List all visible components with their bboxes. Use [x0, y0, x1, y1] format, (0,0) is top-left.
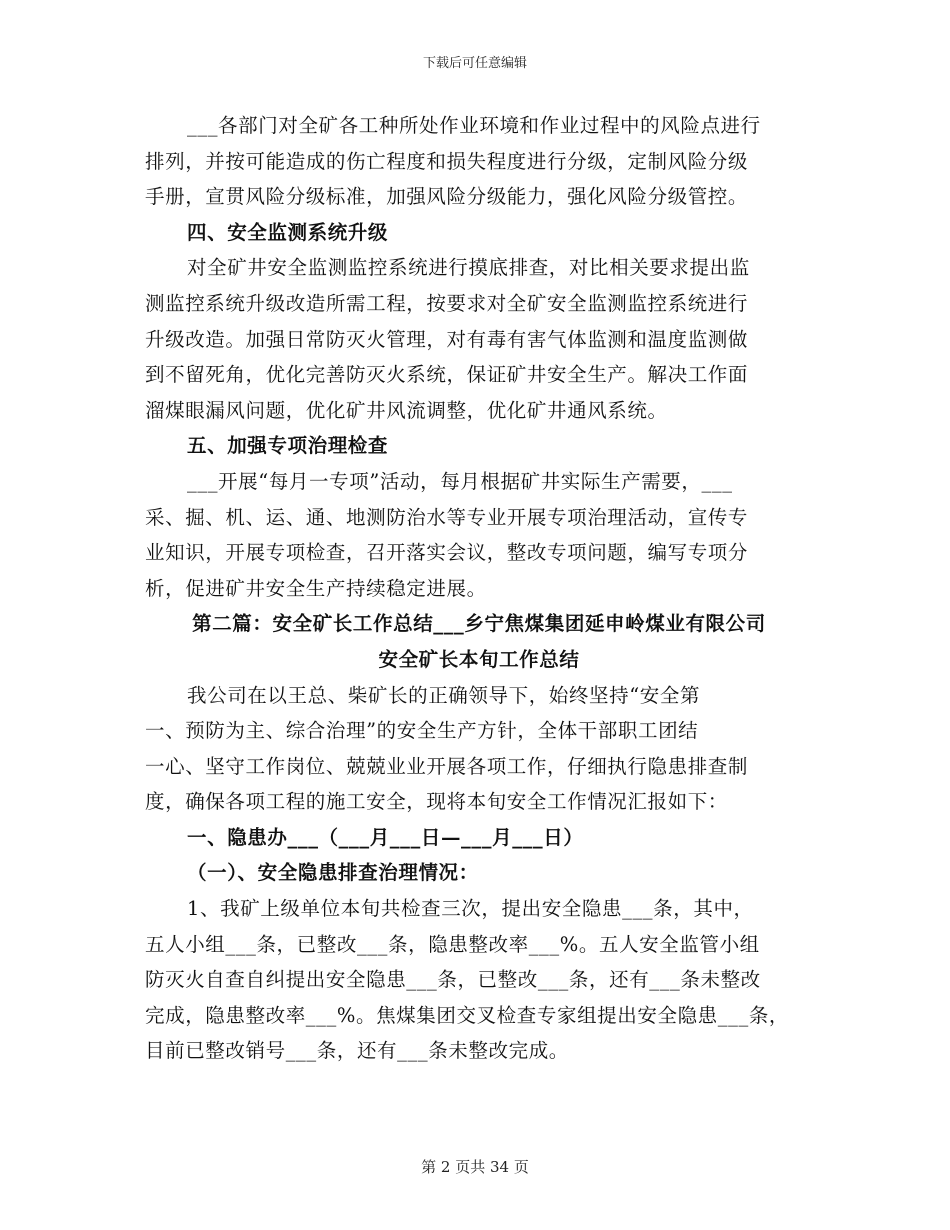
paragraph-line: 业知识，开展专项检查，召开落实会议，整改专项问题，编写专项分: [145, 541, 749, 565]
document-body: [145, 108, 813, 1069]
paragraph-line: 采、掘、机、运、通、地测防治水等专业开展专项治理活动，宣传专: [145, 505, 749, 529]
paragraph-line: 排列，并按可能造成的伤亡程度和损失程度进行分级，定制风险分级: [145, 149, 749, 173]
paragraph-line: 我公司在以王总、柴矿长的正确领导下，始终坚持“安全第: [187, 683, 701, 707]
paragraph-line: 防灭火自查自纠提出安全隐患___条，已整改___条，还有___条未整改: [145, 968, 761, 992]
paragraph-line: 对全矿井安全监测监控系统进行摸底排查，对比相关要求提出监: [187, 256, 750, 280]
paragraph-line: ___开展“每月一专项”活动，每月根据矿井实际生产需要，___: [187, 469, 733, 493]
section-heading: 一、隐患办___（___月___日—___月___日）: [187, 825, 584, 849]
paragraph-line: 溜煤眼漏风问题，优化矿井风流调整，优化矿井通风系统。: [145, 398, 668, 422]
paragraph-line: 手册，宣贯风险分级标准，加强风险分级能力，强化风险分级管控。: [145, 185, 749, 209]
paragraph-line: 析，促进矿井安全生产持续稳定进展。: [145, 576, 487, 600]
article-subtitle: 安全矿长本旬工作总结: [378, 647, 580, 671]
article-title: 第二篇：安全矿长工作总结___乡宁焦煤集团延申岭煤业有限公司: [192, 612, 766, 636]
paragraph-line: 目前已整改销号___条，还有___条未整改完成。: [145, 1039, 569, 1063]
paragraph-line: 测监控系统升级改造所需工程，按要求对全矿安全监测监控系统进行: [145, 291, 749, 315]
paragraph-line: ___各部门对全矿各工种所处作业环境和作业过程中的风险点进行: [187, 114, 761, 137]
page-footer: 第 2 页共 34 页: [421, 1158, 529, 1176]
paragraph-line: 一心、坚守工作岗位、兢兢业业开展各项工作，仔细执行隐患排查制: [145, 754, 749, 778]
section-heading: 四、安全监测系统升级: [187, 220, 389, 244]
paragraph-line: 升级改造。加强日常防灭火管理，对有毒有害气体监测和温度监测做: [145, 327, 749, 351]
paragraph-line: 一、预防为主、综合治理”的安全生产方针，全体干部职工团结: [145, 719, 699, 743]
subsection-heading: （一）、安全隐患排查治理情况：: [187, 861, 479, 885]
paragraph-line: 1、我矿上级单位本旬共检查三次，提出安全隐患___条，其中，: [187, 897, 754, 921]
page-header: 下载后可任意编辑: [422, 56, 527, 71]
paragraph-line: 度，确保各项工程的施工安全，现将本旬安全工作情况汇报如下：: [145, 790, 728, 814]
paragraph-line: 五人小组___条，已整改___条，隐患整改率___%。五人安全监管小组: [145, 932, 760, 956]
paragraph-line: 到不留死角，优化完善防灭火系统，保证矿井安全生产。解决工作面: [145, 363, 749, 387]
section-heading: 五、加强专项治理检查: [187, 434, 389, 458]
paragraph-line: 完成，隐患整改率___%。焦煤集团交叉检查专家组提出安全隐患___条，: [145, 1003, 790, 1027]
